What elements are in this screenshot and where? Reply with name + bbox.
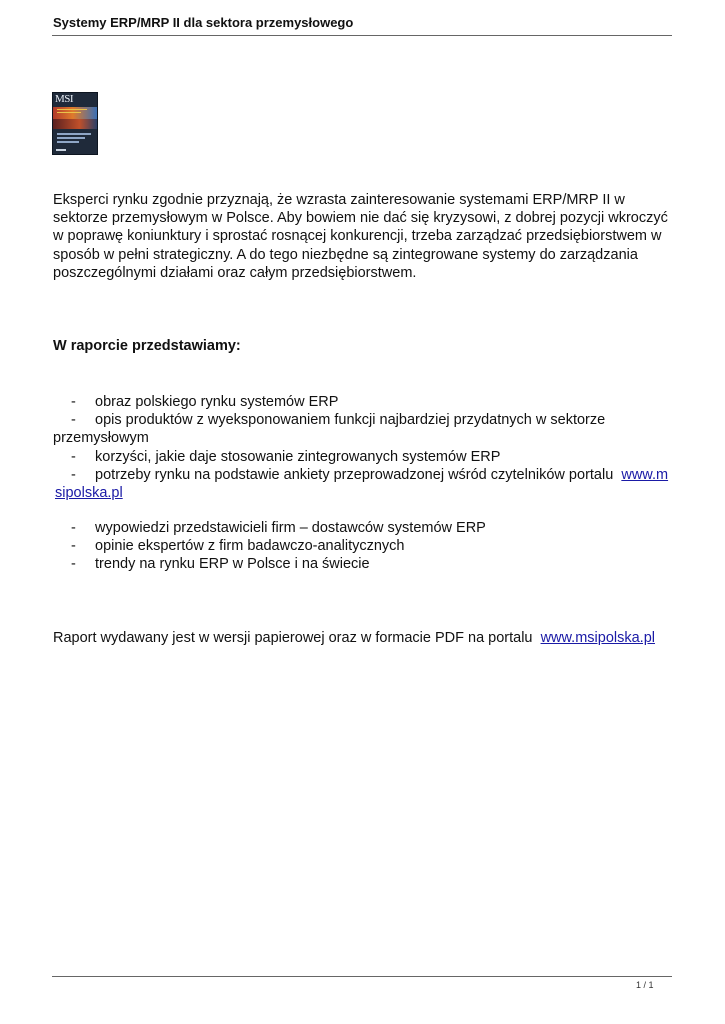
list-item xyxy=(53,393,678,411)
list-item-text: obraz polskiego rynku systemów ERP xyxy=(95,394,339,410)
list-item-continuation: przemysłowym xyxy=(53,430,149,447)
cover-text-line xyxy=(57,133,91,135)
list-item-text: opis produktów z wyeksponowaniem funkcji najbardziej przydatnych w sektorze xyxy=(95,412,606,429)
intro-line: sposób w pełni strategiczny. A do tego niezbędne są zintegrowane systemy do zarządzania xyxy=(53,246,638,263)
list-item xyxy=(53,448,678,466)
footer-divider xyxy=(52,976,672,977)
page-number: 1 / 1 xyxy=(636,980,654,990)
list-item xyxy=(53,466,678,502)
list-item-text: korzyści, jakie daje stosowanie zintegrowanych systemów ERP xyxy=(95,448,501,465)
list-item-text: opinie ekspertów z firm badawczo-analitycznych xyxy=(95,538,405,555)
list-item xyxy=(53,537,678,555)
list-dash: - xyxy=(71,556,76,573)
intro-line: w poprawę koniunktury i sprostać rosnącej konkurencji, trzeba zarządzać przedsiębiorstwem w xyxy=(53,228,662,245)
cover-logo: MSI xyxy=(55,93,74,105)
cover-title-line xyxy=(57,112,81,113)
list-dash: - xyxy=(71,466,76,483)
list-dash: - xyxy=(71,448,76,465)
list-item-text: trendy na rynku ERP w Polsce i na świecie xyxy=(95,556,370,573)
list-item xyxy=(53,411,678,447)
intro-line: poszczególnymi działami oraz całym przedsiębiorstwem. xyxy=(53,264,417,281)
intro-line: Eksperci rynku zgodnie przyznają, że wzrasta zainteresowanie systemami ERP/MRP II w xyxy=(53,192,625,208)
closing-paragraph xyxy=(53,629,655,647)
cover-graphic-band-lower xyxy=(53,119,97,129)
intro-paragraph xyxy=(53,191,678,282)
document-title: Systemy ERP/MRP II dla sektora przemysłowego xyxy=(53,15,354,30)
report-cover-image xyxy=(52,92,98,155)
msipolska-link-continuation[interactable]: sipolska.pl xyxy=(55,485,123,502)
cover-footer-mark xyxy=(56,149,66,151)
list-dash: - xyxy=(71,538,76,555)
intro-line: sektorze przemysłowym w Polsce. Aby bowiem nie dać się kryzysowi, z dobrej pozycji wkroczyć xyxy=(53,210,668,227)
list-item-text: potrzeby rynku na podstawie ankiety przeprowadzonej wśród czytelników portalu xyxy=(95,466,614,483)
cover-text-line xyxy=(57,141,79,143)
list-dash: - xyxy=(71,394,76,410)
section-heading: W raporcie przedstawiamy: xyxy=(53,338,241,354)
list-item xyxy=(53,519,678,537)
cover-title-line xyxy=(57,109,87,110)
list-item xyxy=(53,555,678,573)
closing-text: Raport wydawany jest w wersji papierowej oraz w formacie PDF na portalu xyxy=(53,630,533,646)
header-divider xyxy=(52,35,672,36)
list-item-text: wypowiedzi przedstawicieli firm – dostawców systemów ERP xyxy=(95,520,486,536)
cover-text-line xyxy=(57,137,85,139)
report-contents-list xyxy=(53,393,678,502)
list-dash: - xyxy=(71,412,76,429)
msipolska-link-footer[interactable]: www.msipolska.pl xyxy=(540,630,655,646)
msipolska-link[interactable]: www.m xyxy=(621,466,669,483)
list-dash: - xyxy=(71,520,76,536)
report-contents-list-2 xyxy=(53,519,678,574)
